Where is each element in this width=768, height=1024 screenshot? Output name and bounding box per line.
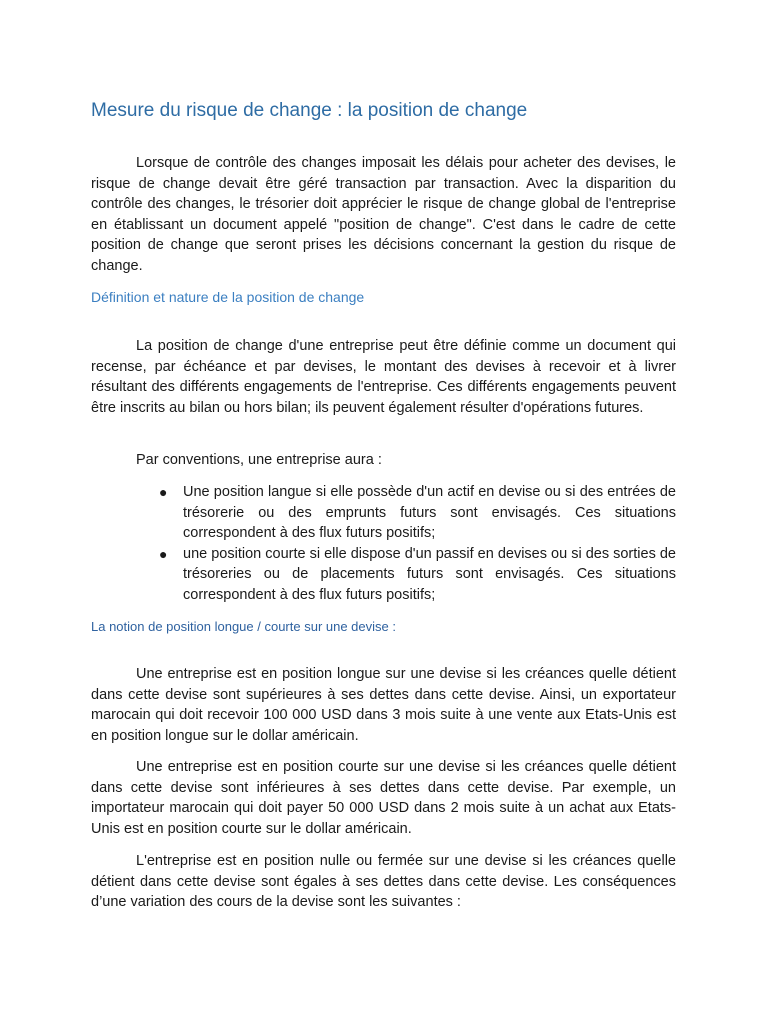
neutral-position-paragraph: L'entreprise est en position nulle ou fermée sur une devise si les créances quelle détient dans cette devise sont égales à ses dettes dans cette devise. Les conséquences d’une variation des cours de la devise sont les suivantes : [91, 853, 676, 910]
page-title: Mesure du risque de change : la position de change [91, 100, 528, 121]
long-position-paragraph: Une entreprise est en position longue sur une devise si les créances quelle détient dans cette devise sont supérieures à ses dettes dans cette devise. Ainsi, un exportateur marocain qui doit recevoir 100 000 USD dans 3 mois suite à une vente aux Etats-Unis est en position longue sur le dollar américain. [91, 666, 676, 744]
bullet-text-long: Une position langue si elle possède d'un actif en devise ou si des entrées de trésorerie ou des emprunts futurs sont envisagés. Ces situations correspondent à des flux futurs positifs; [183, 484, 676, 541]
list-item [91, 544, 676, 606]
section-heading-long-short: La notion de position longue / courte sur une devise : [91, 619, 396, 634]
section-heading-definition: Définition et nature de la position de change [91, 289, 365, 305]
bullet-icon: ● [159, 484, 168, 500]
conventions-paragraph: Par conventions, une entreprise aura : [136, 452, 382, 468]
definition-paragraph: La position de change d'une entreprise peut être définie comme un document qui recense, par échéance et par devises, le montant des devises à recevoir et à livrer résultant des différents engagements de l'entreprise. Ces différents engagements peuvent être inscrits au bilan ou hors bilan; ils peuvent également résulter d'opérations futures. [91, 338, 676, 416]
intro-paragraph: Lorsque de contrôle des changes imposait les délais pour acheter des devises, le risque de change devait être géré transaction par transaction. Avec la disparition du contrôle des changes, le trésorier doit apprécier le risque de change global de l'entreprise en établissant un document appelé "position de change". C'est dans le cadre de cette position de change que seront prises les décisions concernant la gestion du risque de change. [91, 155, 676, 274]
bullet-text-short: une position courte si elle dispose d'un passif en devises ou si des sorties de trésoreries ou de placements futurs sont envisagés. Ces situations correspondent à des flux futurs positifs; [183, 545, 676, 603]
short-position-paragraph: Une entreprise est en position courte sur une devise si les créances quelle détient dans cette devise sont inférieures à ses dettes dans cette devise. Par exemple, un importateur marocain qui doit payer 50 000 USD dans 2 mois suite à un achat aux Etats-Unis est en position courte sur le dollar américain. [91, 759, 676, 837]
list-item [91, 482, 676, 544]
position-bullet-list [91, 482, 676, 605]
bullet-icon: ● [159, 545, 168, 562]
